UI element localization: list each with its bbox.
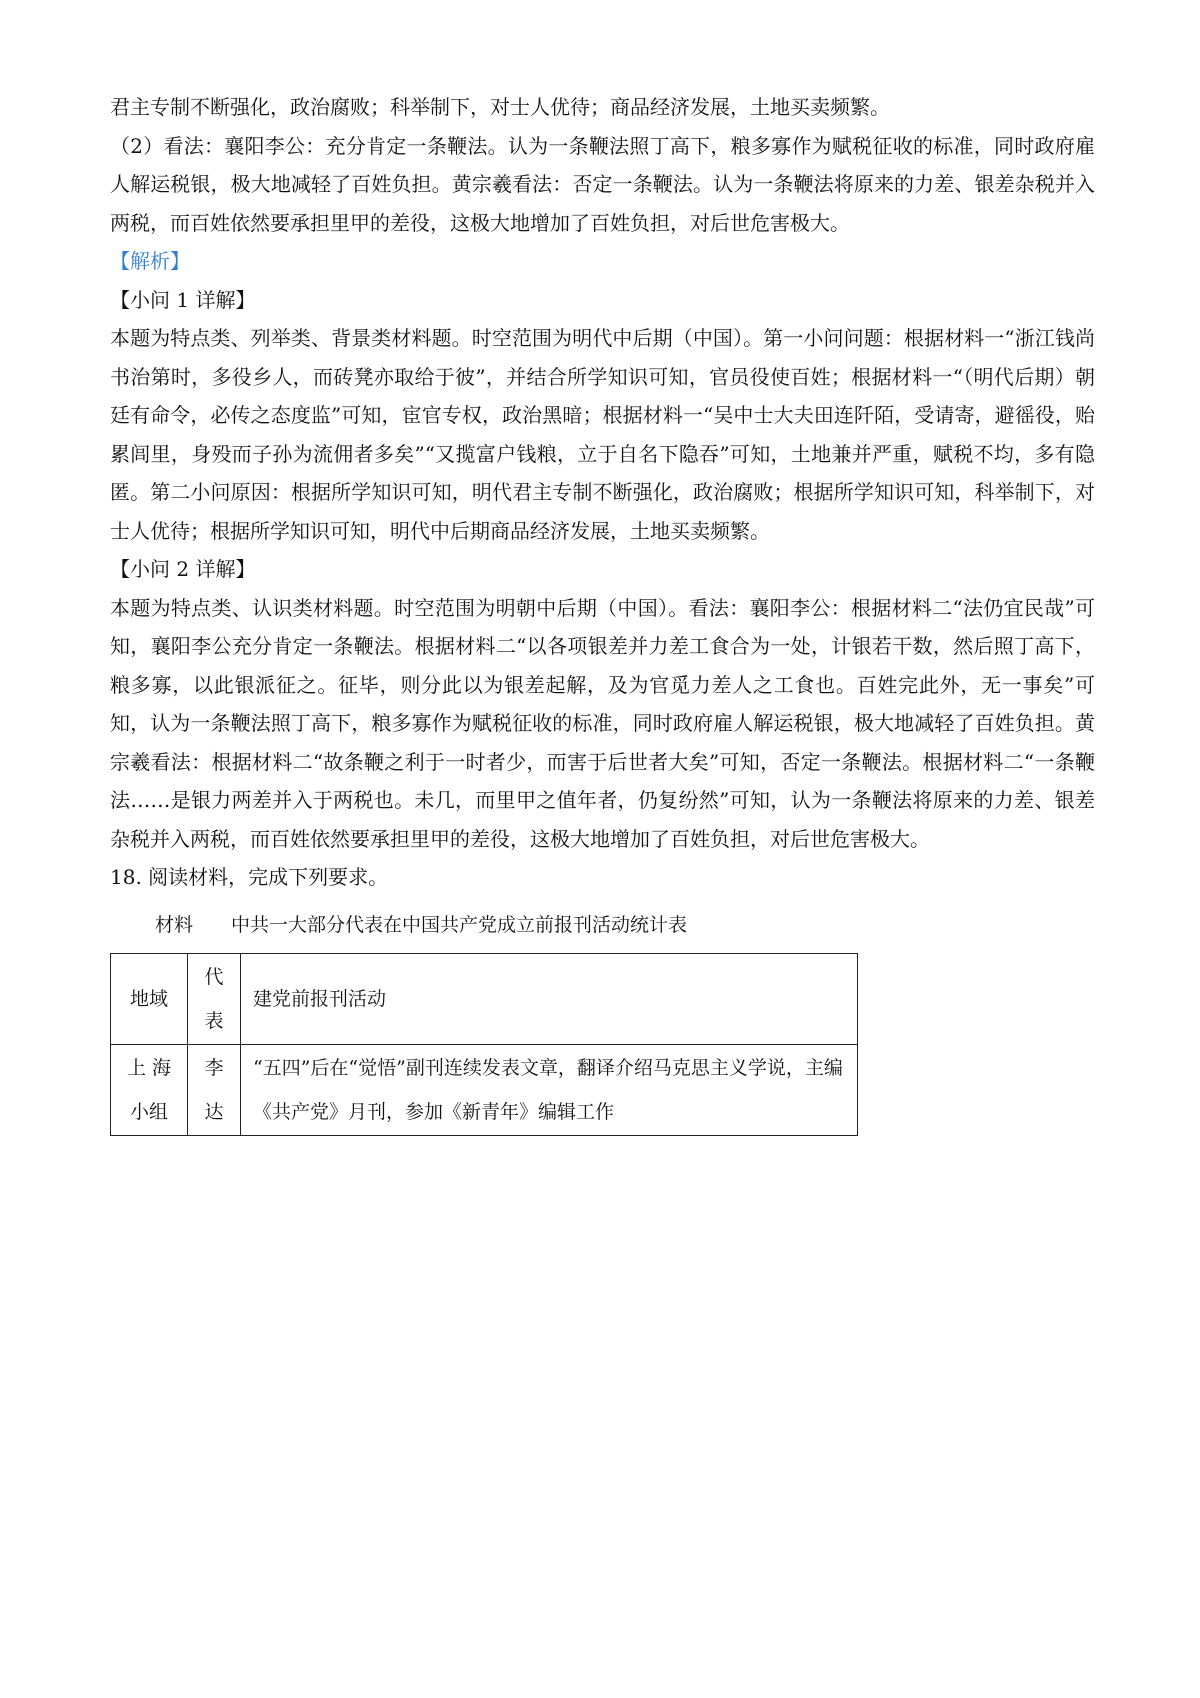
- analysis-label: 【解析】: [110, 249, 190, 273]
- answer1-tail: 君主专制不断强化，政治腐败；科举制下，对士人优待；商品经济发展，土地买卖频繁。: [110, 95, 890, 119]
- question18-stem: 18. 阅读材料，完成下列要求。: [110, 865, 389, 889]
- table-row: [111, 1044, 858, 1135]
- document-page: [110, 88, 1095, 1136]
- answer2-paragraph: （2）看法：襄阳李公：充分肯定一条鞭法。认为一条鞭法照丁高下，粮多寡作为赋税征收的标准，同时政府雇人解运税银，极大地减轻了百姓负担。黄宗羲看法：否定一条鞭法。认为一条鞭法将原来的力差、银差杂税并入两税，而百姓依然要承担里甲的差役，这极大地增加了百姓负担，对后世危害极大。: [110, 133, 1095, 235]
- cell-region: 上 海 小组: [111, 1044, 188, 1135]
- subquestion2-heading: 【小问 2 详解】: [110, 557, 256, 581]
- press-activity-table: [110, 953, 858, 1136]
- header-representative: 代 表: [188, 953, 241, 1044]
- table-caption: 材料 中共一大部分代表在中国共产党成立前报刊活动统计表: [155, 913, 688, 936]
- subquestion1-explanation: 本题为特点类、列举类、背景类材料题。时空范围为明代中后期（中国）。第一小问问题：根据材料一“浙江钱尚书治第时，多役乡人，而砖凳亦取给于彼”，并结合所学知识可知，官员役使百姓；根据材料一“（明代后期）朝廷有命令，必传之态度监”可知，宦官专权，政治黑暗；根据材料一“吴中士大夫田连阡陌，受请寄，避徭役，贻累闾里，身殁而子孙为流佣者多矣”“又揽富户钱粮，立于自名下隐吞”可知，土地兼并严重，赋税不均，多有隐匿。第二小问原因：根据所学知识可知，明代君主专制不断强化，政治腐败；根据所学知识可知，科举制下，对士人优待；根据所学知识可知，明代中后期商品经济发展，土地买卖频繁。: [110, 326, 1095, 543]
- subquestion2-explanation: 本题为特点类、认识类材料题。时空范围为明朝中后期（中国）。看法：襄阳李公：根据材料二“法仍宜民哉”可知，襄阳李公充分肯定一条鞭法。根据材料二“以各项银差并力差工食合为一处，计银若干数，然后照丁高下，粮多寡，以此银派征之。征毕，则分此以为银差起解，及为官觅力差人之工食也。百姓完此外，无一事矣”可知，认为一条鞭法照丁高下，粮多寡作为赋税征收的标准，同时政府雇人解运税银，极大地减轻了百姓负担。黄宗羲看法：根据材料二“故条鞭之利于一时者少，而害于后世者大矣”可知，否定一条鞭法。根据材料二“一条鞭法……是银力两差并入于两税也。未几，而里甲之值年者，仍复纷然”可知，认为一条鞭法将原来的力差、银差杂税并入两税，而百姓依然要承担里甲的差役，这极大地增加了百姓负担，对后世危害极大。: [110, 595, 1095, 851]
- subquestion1-heading: 【小问 1 详解】: [110, 287, 256, 312]
- header-region: 地域: [111, 953, 188, 1044]
- cell-activity: “五四”后在“觉悟”副刊连续发表文章，翻译介绍马克思主义学说，主编《共产党》月刊，参加《新青年》编辑工作: [241, 1044, 858, 1135]
- cell-representative: 李 达: [188, 1044, 241, 1135]
- table-header-row: [111, 953, 858, 1044]
- header-activity: 建党前报刊活动: [241, 953, 858, 1044]
